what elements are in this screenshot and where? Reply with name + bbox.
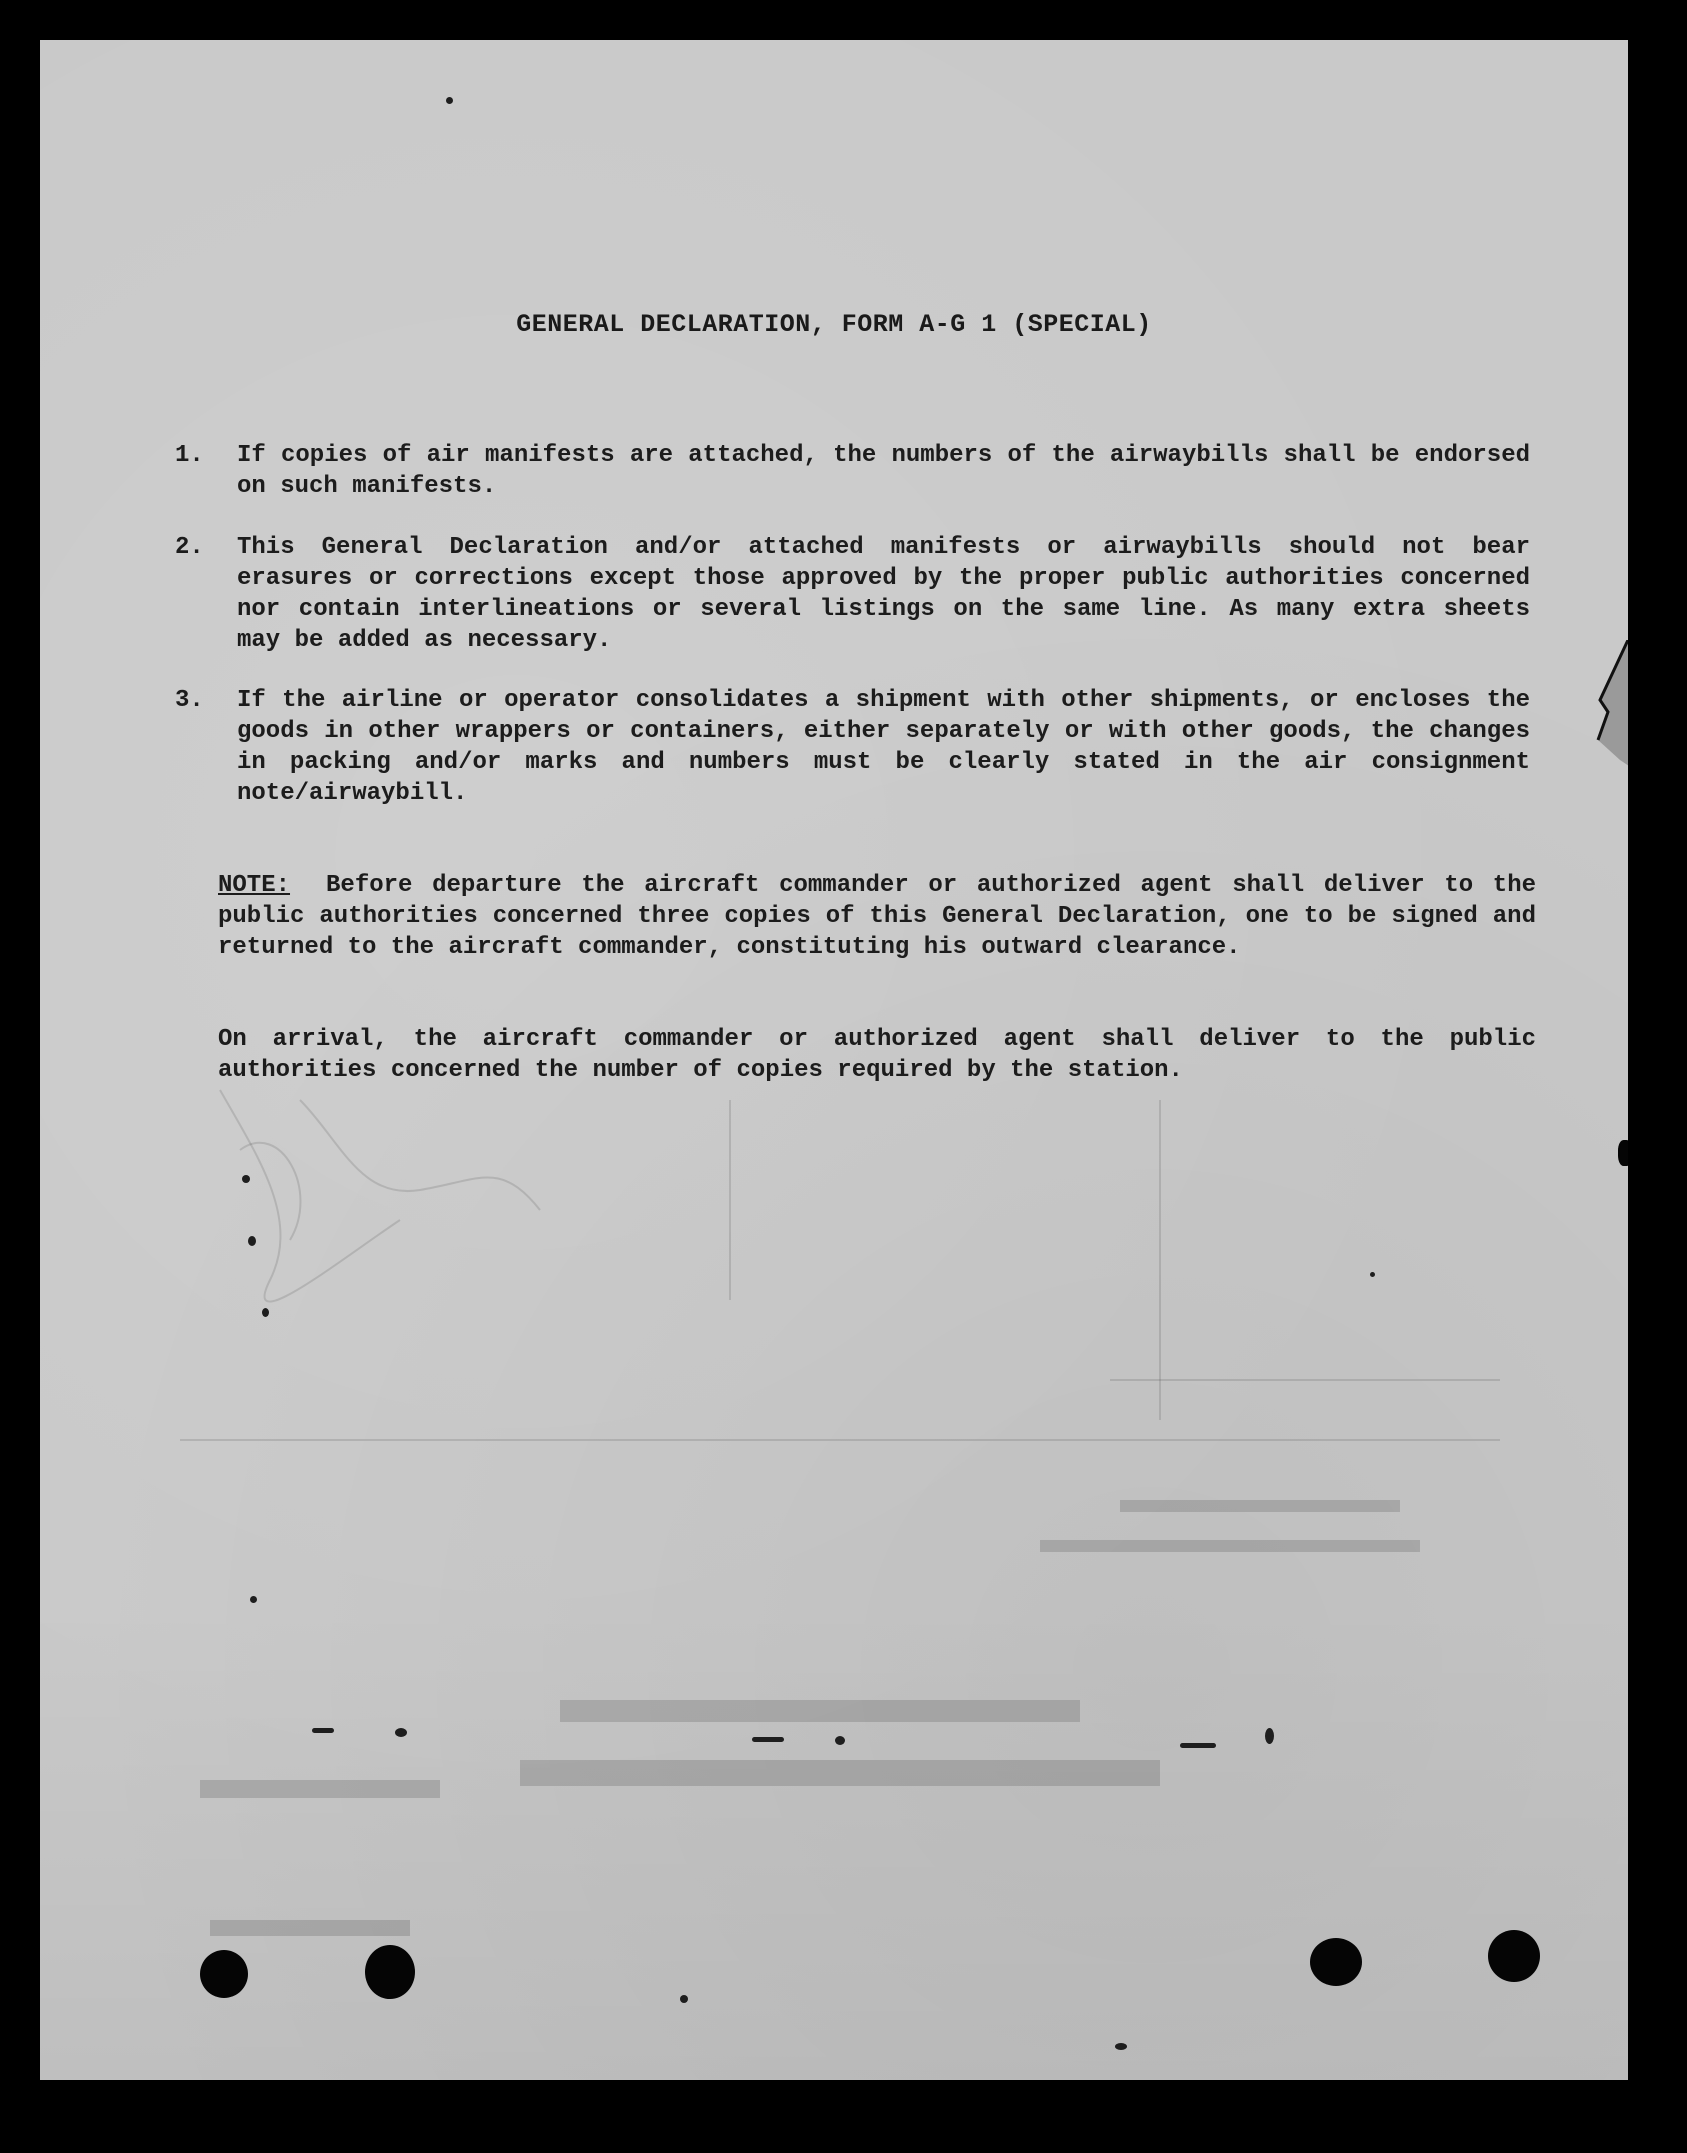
punch-hole (1488, 1930, 1540, 1982)
note-text: Before departure the aircraft commander or authorized agent shall deliver to the public authorities concerned three copies of this General Declaration, one to be signed and returned to the aircraft commander, constituting his outward clearance. (218, 872, 1536, 961)
ink-speck (248, 1236, 256, 1246)
ink-speck (312, 1728, 334, 1733)
ink-speck (1370, 1272, 1375, 1277)
item-text: If the airline or operator consolidates a shipment with other shipments, or encloses the goods in other wrappers or containers, either separately or with other goods, the changes in packing and/or marks and numbers must be clearly stated in the air consignment note/airwaybill. (237, 687, 1530, 807)
ink-speck (680, 1995, 688, 2003)
punch-hole (1310, 1938, 1362, 1986)
punch-hole (200, 1950, 248, 1998)
instruction-item-1 (175, 440, 1530, 502)
ink-speck (1265, 1728, 1274, 1744)
arrival-paragraph: On arrival, the aircraft commander or authorized agent shall deliver to the public authorities concerned the number of copies required by the station. (218, 1026, 1536, 1084)
ink-speck (1115, 2043, 1127, 2050)
punch-hole (365, 1945, 415, 1999)
item-number: 2. (175, 534, 204, 561)
ink-speck (262, 1308, 269, 1317)
ink-speck (835, 1736, 845, 1745)
document-page (40, 40, 1628, 2080)
ink-speck (752, 1737, 784, 1742)
form-title: GENERAL DECLARATION, FORM A-G 1 (SPECIAL) (516, 310, 1152, 339)
instruction-item-3 (175, 685, 1530, 809)
item-text: If copies of air manifests are attached, the numbers of the airwaybills shall be endorsed on such manifests. (237, 442, 1530, 500)
punch-hole (1618, 1140, 1628, 1166)
item-text: This General Declaration and/or attached manifests or airwaybills should not bear erasures or corrections except those approved by the proper public authorities concerned nor contain interlineations or several listings on the same line. As many extra sheets may be added as necessary. (237, 534, 1530, 654)
item-number: 3. (175, 687, 204, 714)
ink-speck (242, 1175, 250, 1183)
ink-speck (250, 1596, 257, 1603)
note-paragraph (218, 870, 1536, 963)
ink-speck (395, 1728, 407, 1737)
torn-edge (1590, 640, 1628, 780)
ink-speck (446, 97, 453, 104)
note-label: NOTE: (218, 872, 291, 899)
ink-speck (1180, 1743, 1216, 1748)
instruction-item-2 (175, 532, 1530, 656)
item-number: 1. (175, 442, 204, 469)
